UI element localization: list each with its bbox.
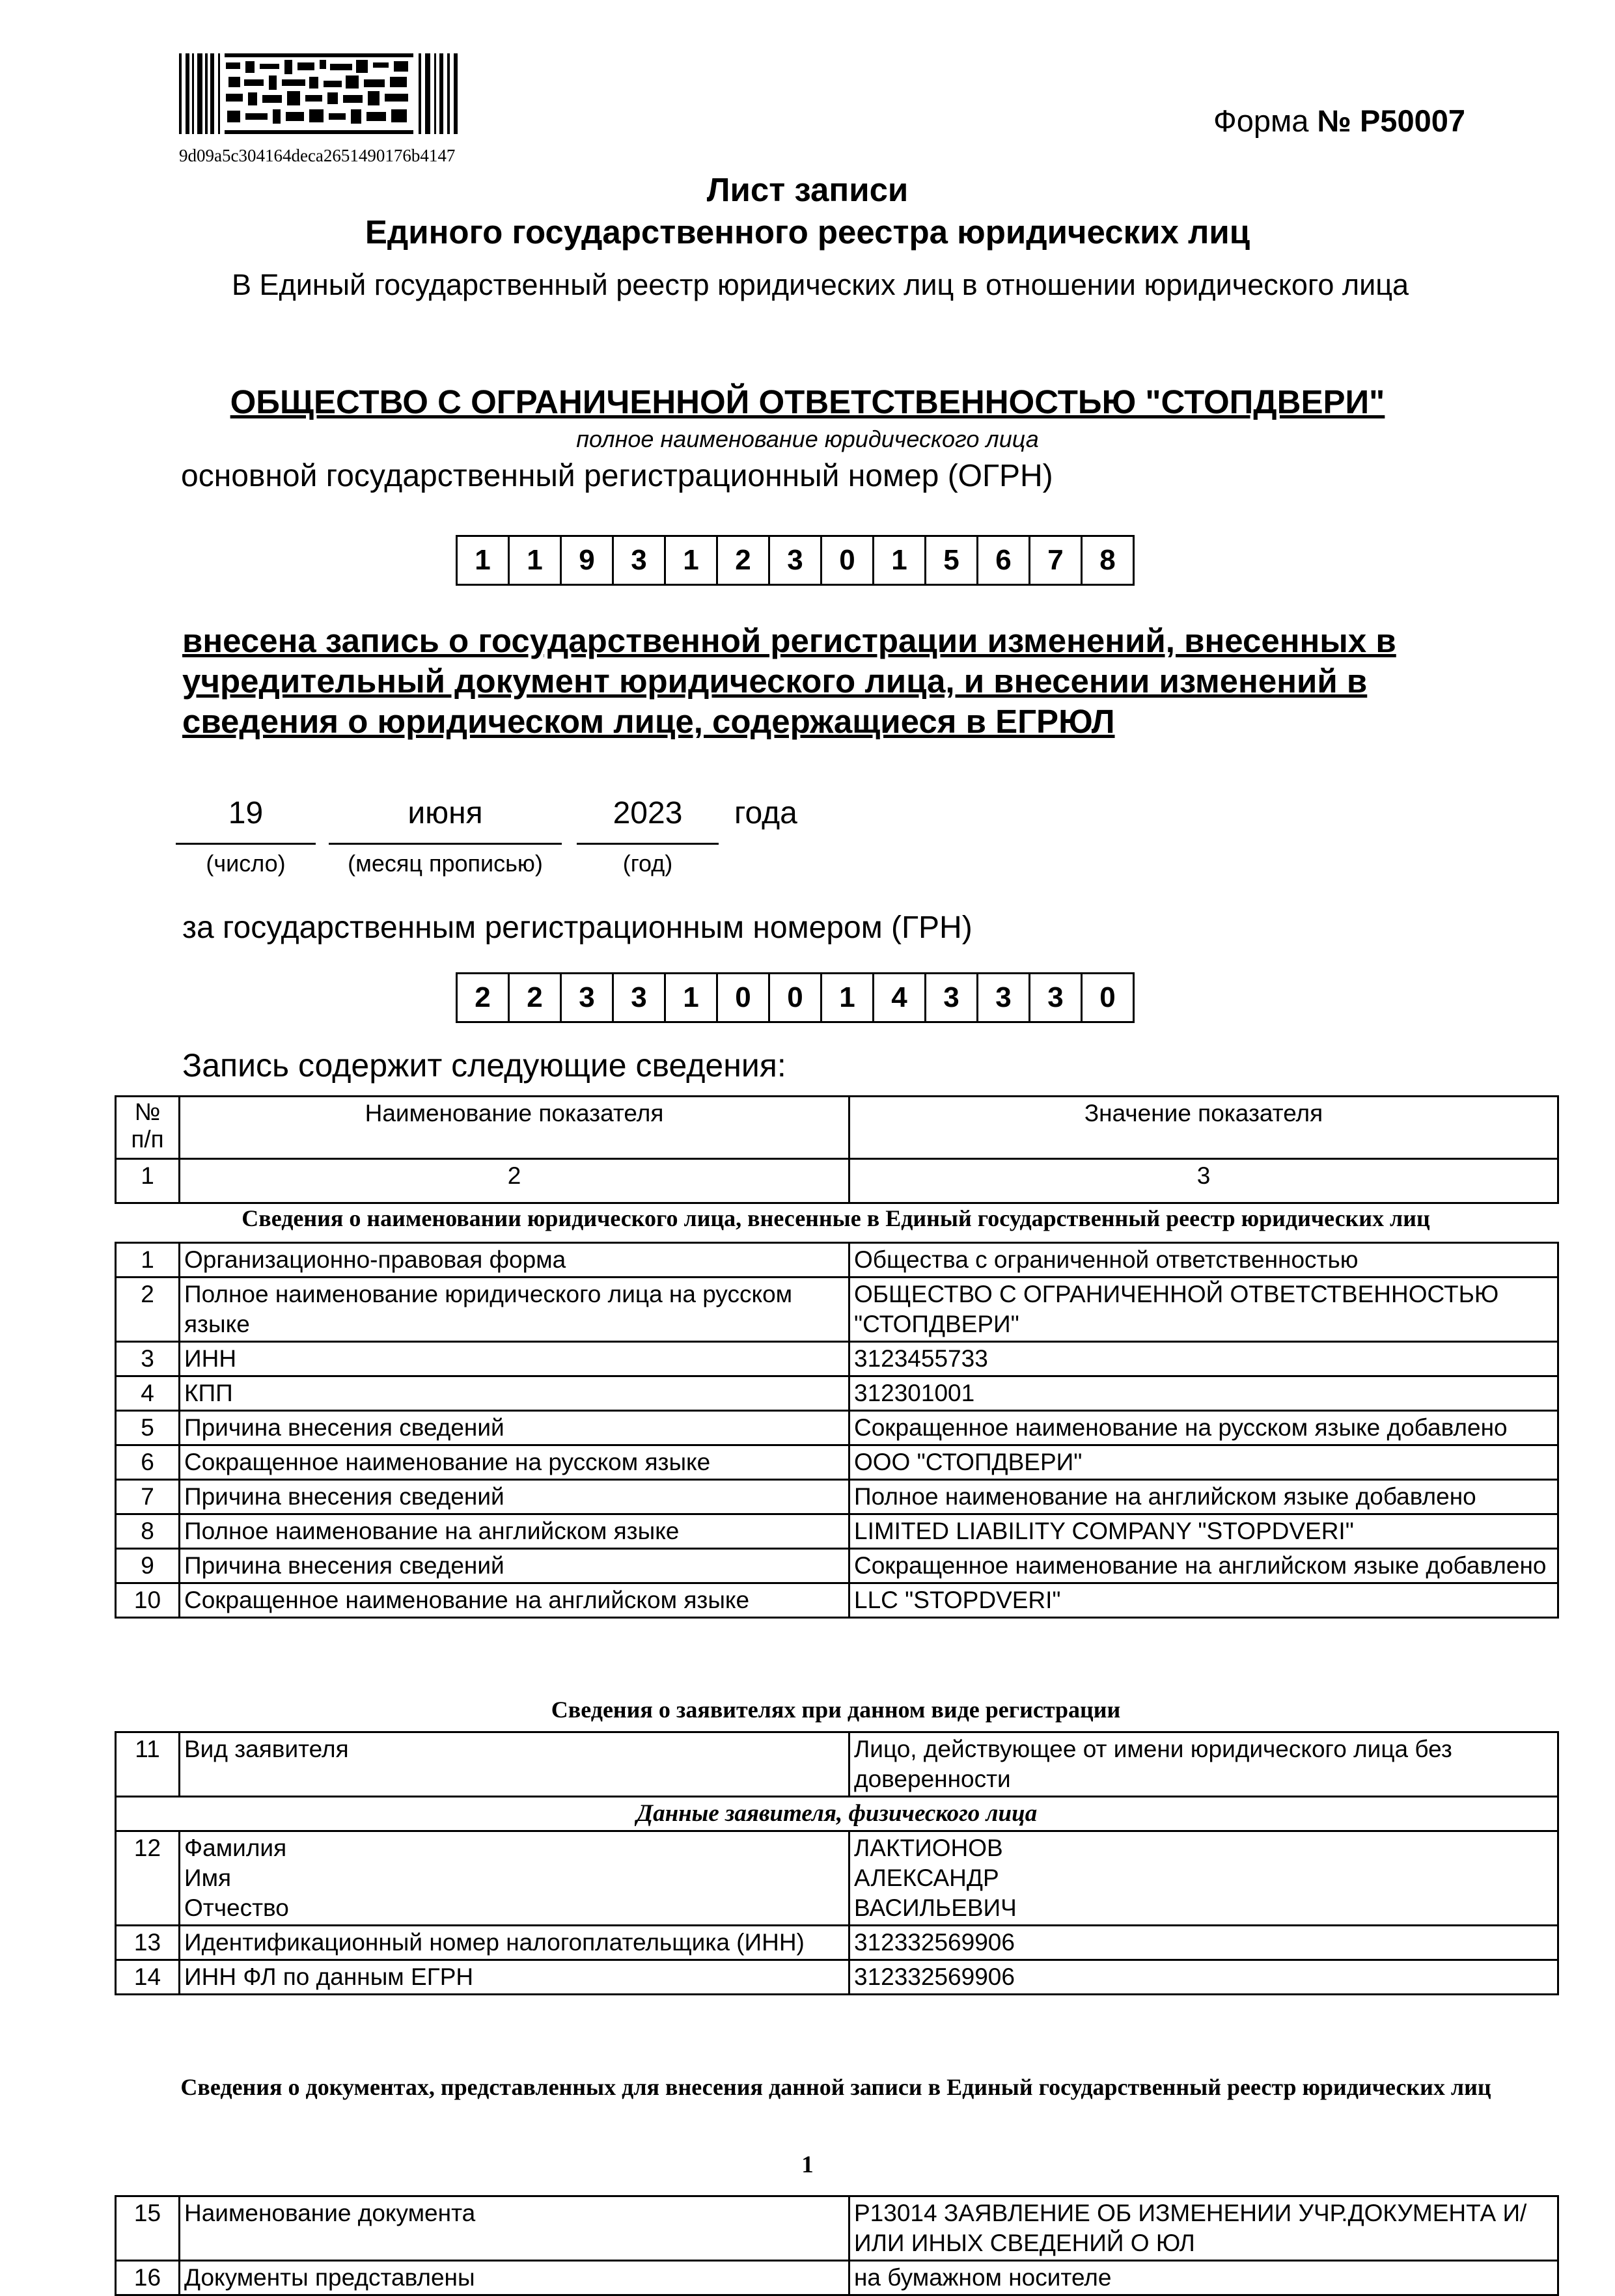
document-subtitle: Единого государственного реестра юридических лиц — [365, 213, 1250, 251]
row-value: ОБЩЕСТВО С ОГРАНИЧЕННОЙ ОТВЕТСТВЕННОСТЬЮ "СТОПДВЕРИ" — [849, 1278, 1558, 1342]
table-row — [116, 1480, 1558, 1514]
row-value: LLC "STOPDVERI" — [849, 1583, 1558, 1618]
col-number-header: № п/п — [116, 1097, 180, 1159]
ogrn-digit: 8 — [1083, 535, 1135, 586]
date-month-caption: (месяц прописью) — [348, 850, 543, 877]
row-value: на бумажном носителе — [849, 2261, 1558, 2295]
date-day-caption: (число) — [206, 850, 286, 877]
row-value: ООО "СТОПДВЕРИ" — [849, 1445, 1558, 1480]
date-day: 19 — [228, 796, 264, 830]
row-number: 1 — [116, 1243, 180, 1278]
table-row — [116, 1514, 1558, 1549]
row-number: 8 — [116, 1514, 180, 1549]
grn-digit: 3 — [562, 972, 614, 1023]
row-name: Идентификационный номер налогоплательщика (ИНН) — [180, 1926, 849, 1960]
section-title-applicants: Сведения о заявителях при данном виде регистрации — [551, 1697, 1121, 1723]
row-number: 16 — [116, 2261, 180, 2295]
section-title-documents: Сведения о документах, представленных для внесения данной записи в Единый государственный реестр юридических лиц — [180, 2074, 1491, 2100]
grn-digit: 0 — [1083, 972, 1135, 1023]
date-day-line — [176, 843, 316, 845]
row-name: Полное наименование юридического лица на русском языке — [180, 1278, 849, 1342]
grn-digit: 3 — [1030, 972, 1083, 1023]
table-row — [116, 1278, 1558, 1342]
date-month: июня — [407, 796, 483, 830]
row-number: 7 — [116, 1480, 180, 1514]
barcode-id-text: 9d09a5c304164deca2651490176b4147 — [179, 146, 456, 165]
row-value: Лицо, действующее от имени юридического лица без доверенности — [849, 1732, 1558, 1797]
form-number-value: № Р50007 — [1317, 103, 1465, 138]
ogrn-digit: 6 — [978, 535, 1030, 586]
ogrn-digit: 3 — [614, 535, 666, 586]
col-name-header: Наименование показателя — [180, 1097, 849, 1159]
row-name: Сокращенное наименование на русском языке — [180, 1445, 849, 1480]
entry-description: внесена запись о государственной регистрации изменений, внесенных в учредительный документ юридического лица, и внесении изменений в сведения о юридическом лице, содержащиеся в ЕГРЮЛ — [182, 622, 1396, 740]
col-value-header: Значение показателя — [849, 1097, 1558, 1159]
ogrn-digit: 2 — [718, 535, 770, 586]
col-number-index: 1 — [116, 1159, 180, 1203]
row-name: Причина внесения сведений — [180, 1411, 849, 1445]
row-number: 5 — [116, 1411, 180, 1445]
row-name: ИНН — [180, 1342, 849, 1376]
row-number: 15 — [116, 2196, 180, 2261]
ogrn-digit: 1 — [510, 535, 562, 586]
row-name: Документы представлены — [180, 2261, 849, 2295]
table-row — [116, 1926, 1558, 1960]
row-number: 10 — [116, 1583, 180, 1618]
ogrn-digit: 5 — [926, 535, 978, 586]
applicants-table — [115, 1731, 1559, 1995]
table-row — [116, 1583, 1558, 1618]
document-title: Лист записи — [706, 171, 909, 208]
grn-digit: 2 — [510, 972, 562, 1023]
row-number: 6 — [116, 1445, 180, 1480]
grn-digit: 3 — [978, 972, 1030, 1023]
row-name: Полное наименование на английском языке — [180, 1514, 849, 1549]
ogrn-digit: 0 — [822, 535, 874, 586]
row-name: Наименование документа — [180, 2196, 849, 2261]
table-row — [116, 1411, 1558, 1445]
grn-digit: 1 — [822, 972, 874, 1023]
table-row — [116, 1549, 1558, 1583]
row-value: Общества с ограниченной ответственностью — [849, 1243, 1558, 1278]
ogrn-digit: 1 — [666, 535, 718, 586]
date-year-line — [577, 843, 719, 845]
table-header-row — [116, 1097, 1558, 1159]
table-column-numbers — [116, 1159, 1558, 1203]
row-number: 4 — [116, 1376, 180, 1411]
table-row — [116, 1376, 1558, 1411]
org-full-name: ОБЩЕСТВО С ОГРАНИЧЕННОЙ ОТВЕТСТВЕННОСТЬЮ "СТОПДВЕРИ" — [230, 383, 1385, 420]
row-name: Фамилия Имя Отчество — [180, 1831, 849, 1926]
subsection-row — [116, 1797, 1558, 1831]
grn-label: за государственным регистрационным номером (ГРН) — [182, 910, 973, 945]
grn-digit: 4 — [874, 972, 926, 1023]
date-year: 2023 — [613, 796, 683, 830]
row-name: Причина внесения сведений — [180, 1549, 849, 1583]
row-number: 14 — [116, 1960, 180, 1995]
col-name-index: 2 — [180, 1159, 849, 1203]
row-value: Полное наименование на английском языке добавлено — [849, 1480, 1558, 1514]
document-group-number: 1 — [801, 2152, 814, 2178]
row-value: 312301001 — [849, 1376, 1558, 1411]
grn-digit: 3 — [614, 972, 666, 1023]
grn-digit: 2 — [458, 972, 510, 1023]
table-row — [116, 1960, 1558, 1995]
ogrn-label: основной государственный регистрационный номер (ОГРН) — [181, 459, 1053, 493]
ogrn-digit-boxes — [456, 535, 1135, 586]
date-suffix: года — [734, 796, 797, 830]
row-name: КПП — [180, 1376, 849, 1411]
table-header — [115, 1095, 1559, 1204]
row-value: LIMITED LIABILITY COMPANY "STOPDVERI" — [849, 1514, 1558, 1549]
contains-label: Запись содержит следующие сведения: — [182, 1047, 786, 1084]
ogrn-digit: 1 — [874, 535, 926, 586]
date-month-line — [329, 843, 562, 845]
row-value: ЛАКТИОНОВ АЛЕКСАНДР ВАСИЛЬЕВИЧ — [849, 1831, 1558, 1926]
row-value: 312332569906 — [849, 1960, 1558, 1995]
row-name: ИНН ФЛ по данным ЕГРН — [180, 1960, 849, 1995]
grn-digit: 3 — [926, 972, 978, 1023]
row-number: 2 — [116, 1278, 180, 1342]
table-row — [116, 1732, 1558, 1797]
row-value: Сокращенное наименование на русском языке добавлено — [849, 1411, 1558, 1445]
row-number: 12 — [116, 1831, 180, 1926]
row-value: Р13014 ЗАЯВЛЕНИЕ ОБ ИЗМЕНЕНИИ УЧР.ДОКУМЕНТА И/ИЛИ ИНЫХ СВЕДЕНИЙ О ЮЛ — [849, 2196, 1558, 2261]
documents-table — [115, 2195, 1559, 2296]
row-name: Сокращенное наименование на английском языке — [180, 1583, 849, 1618]
intro-text: В Единый государственный реестр юридических лиц в отношении юридического лица — [232, 268, 1409, 301]
row-name: Причина внесения сведений — [180, 1480, 849, 1514]
table-row — [116, 1243, 1558, 1278]
row-value: 312332569906 — [849, 1926, 1558, 1960]
table-row — [116, 1342, 1558, 1376]
names-table — [115, 1242, 1559, 1619]
table-row — [116, 2261, 1558, 2295]
grn-digit-boxes — [456, 972, 1135, 1023]
col-value-index: 3 — [849, 1159, 1558, 1203]
row-number: 3 — [116, 1342, 180, 1376]
ogrn-digit: 3 — [770, 535, 822, 586]
table-row — [116, 1445, 1558, 1480]
datamatrix-barcode — [179, 53, 460, 134]
row-number: 11 — [116, 1732, 180, 1797]
ogrn-digit: 7 — [1030, 535, 1083, 586]
date-year-caption: (год) — [622, 850, 673, 877]
section-title-names: Сведения о наименовании юридического лица, внесенные в Единый государственный реестр юридических лиц — [242, 1205, 1430, 1231]
row-name: Вид заявителя — [180, 1732, 849, 1797]
row-name: Организационно-правовая форма — [180, 1243, 849, 1278]
grn-digit: 0 — [770, 972, 822, 1023]
form-prefix: Форма — [1213, 103, 1309, 138]
table-row — [116, 1831, 1558, 1926]
row-number: 9 — [116, 1549, 180, 1583]
org-name-note: полное наименование юридического лица — [576, 426, 1039, 452]
table-row — [116, 2196, 1558, 2261]
row-value: Сокращенное наименование на английском языке добавлено — [849, 1549, 1558, 1583]
subsection-title: Данные заявителя, физического лица — [116, 1797, 1558, 1831]
row-value: 3123455733 — [849, 1342, 1558, 1376]
form-number — [1213, 103, 1465, 139]
row-number: 13 — [116, 1926, 180, 1960]
ogrn-digit: 9 — [562, 535, 614, 586]
grn-digit: 1 — [666, 972, 718, 1023]
grn-digit: 0 — [718, 972, 770, 1023]
ogrn-digit: 1 — [458, 535, 510, 586]
